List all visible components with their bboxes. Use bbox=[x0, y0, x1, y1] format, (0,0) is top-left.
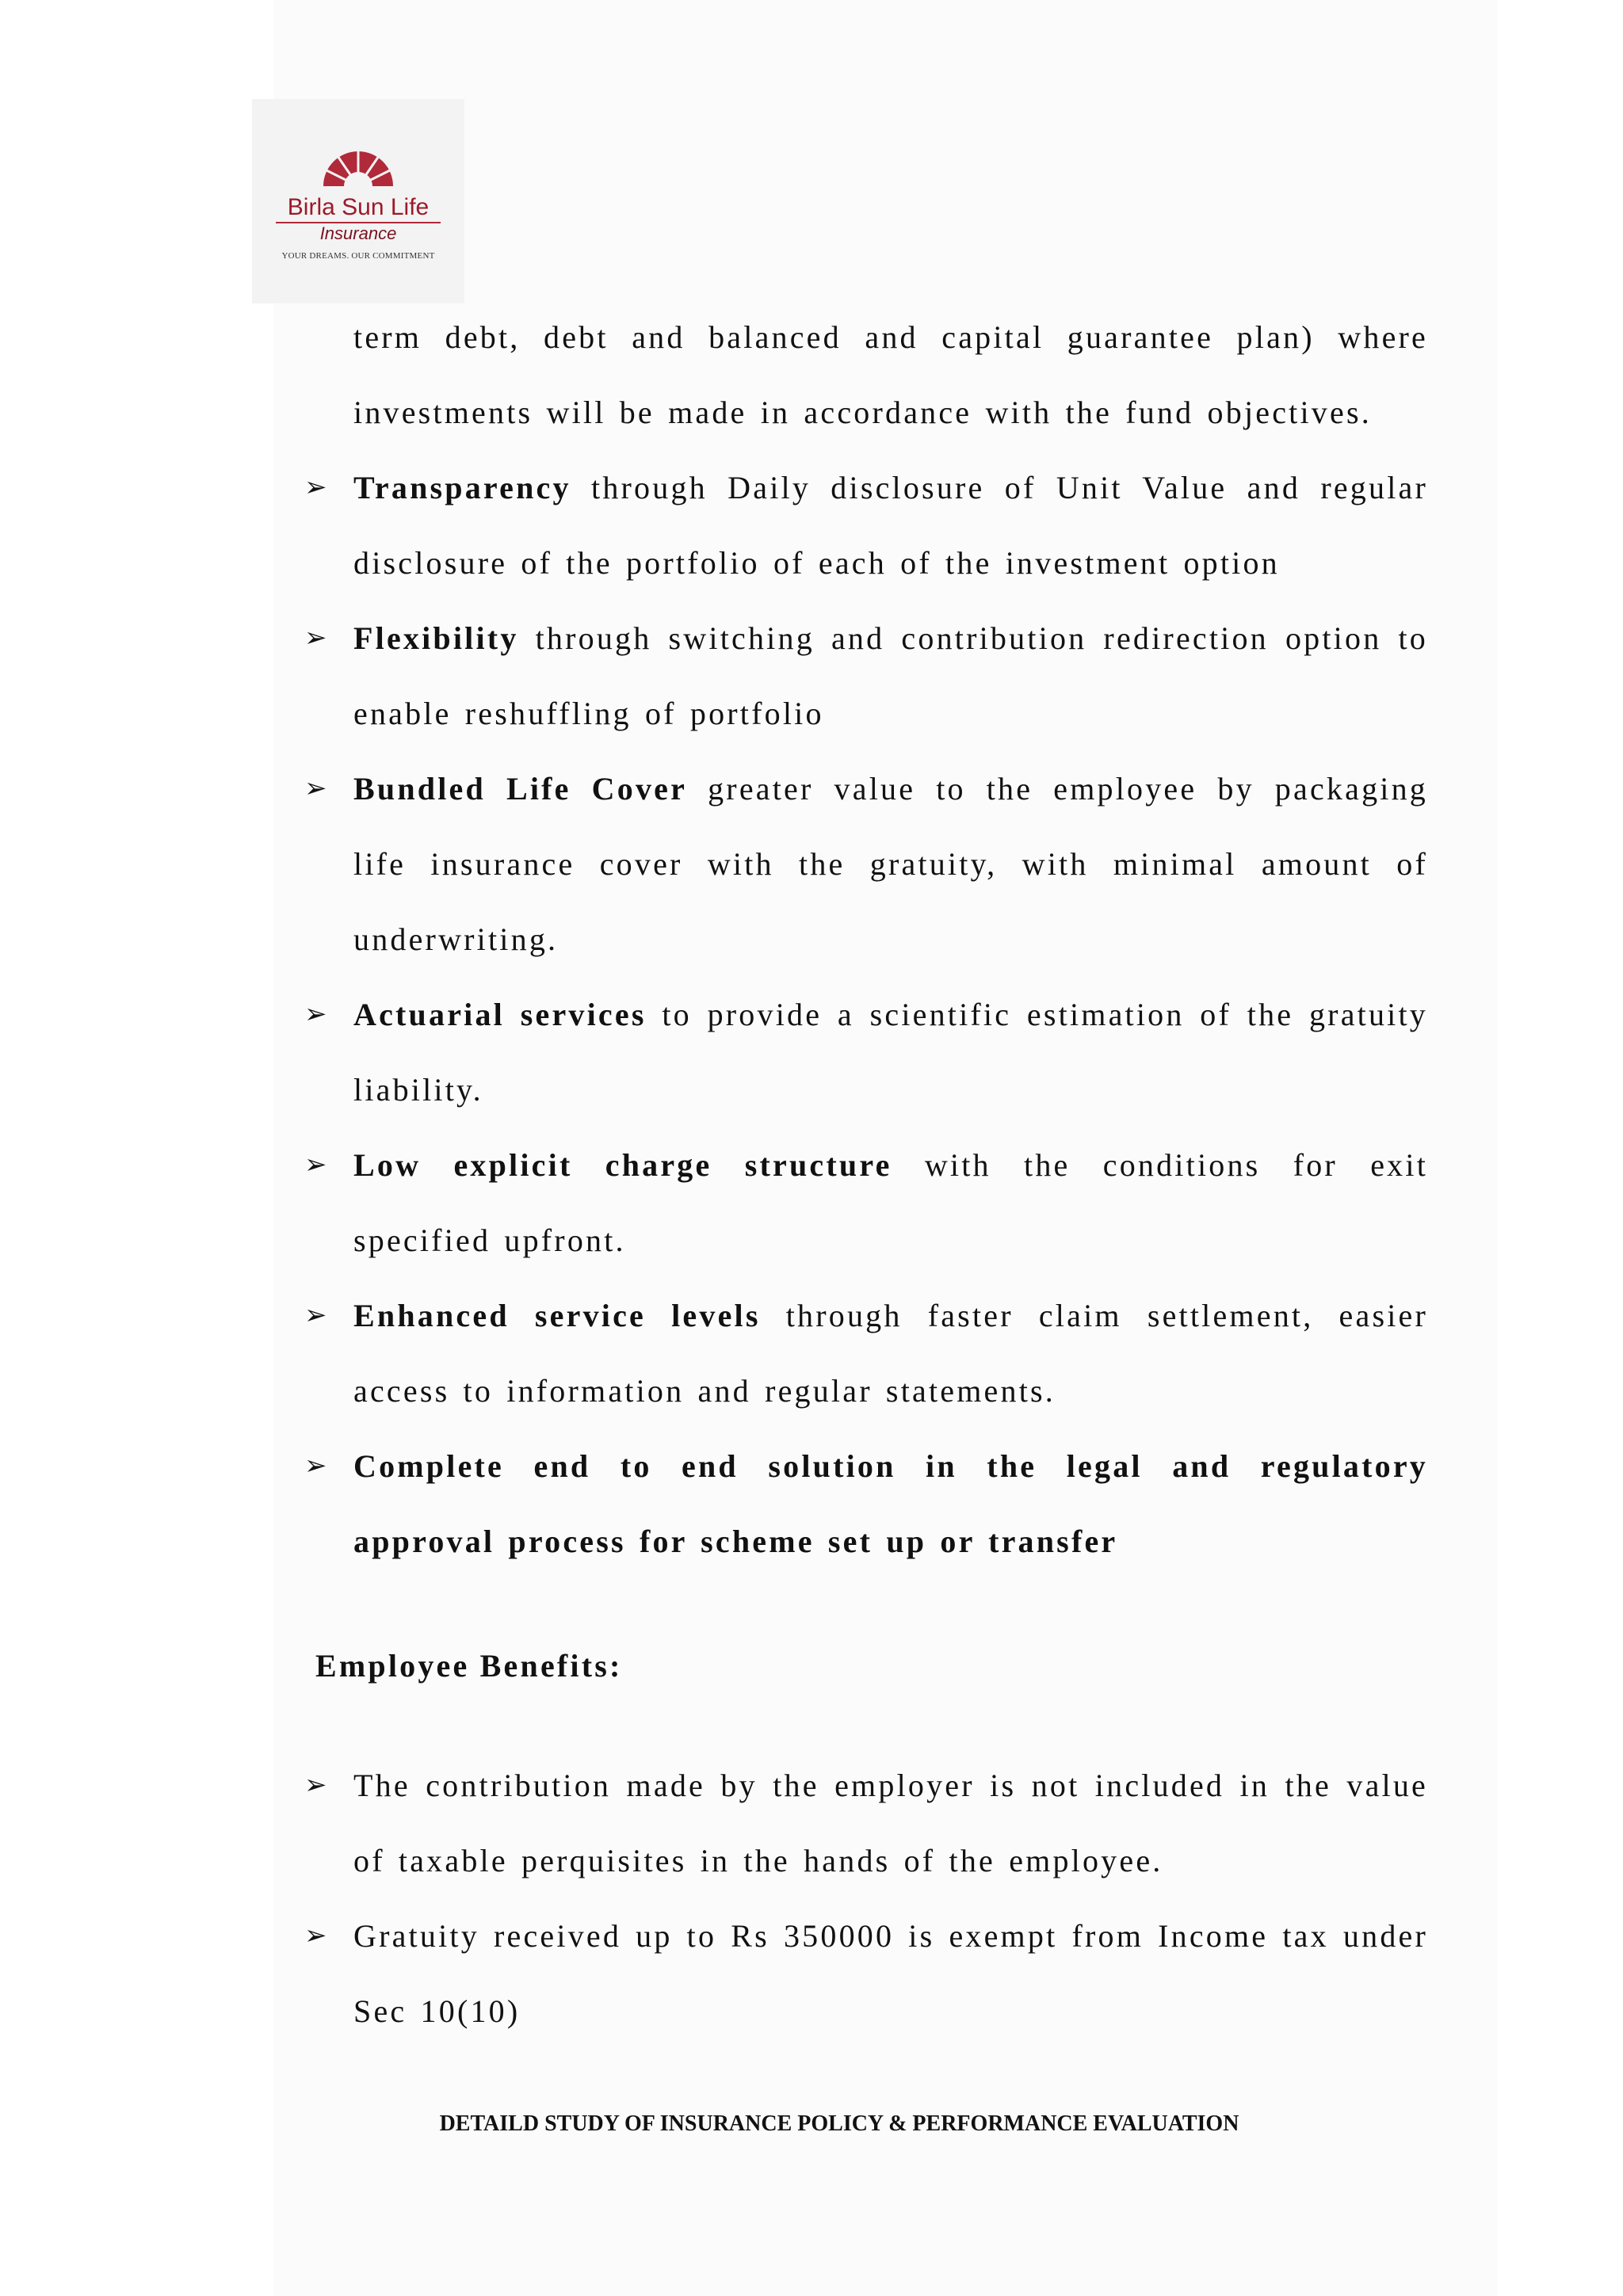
intro-line-1: term debt, debt and balanced and capital guarantee plan) where bbox=[353, 319, 1428, 355]
benefit-text-cont: Sec 10(10) bbox=[353, 1993, 521, 2029]
benefit-text: Gratuity received up to Rs 350000 is exempt from Income tax under bbox=[353, 1918, 1428, 1954]
feature-title: Bundled Life Cover bbox=[353, 771, 688, 807]
feature-title: Enhanced service levels bbox=[353, 1298, 761, 1333]
logo-subtitle: Insurance bbox=[319, 223, 397, 243]
benefit-item bbox=[304, 1898, 1428, 2049]
logo-tagline: YOUR DREAMS. OUR COMMITMENT bbox=[281, 251, 435, 261]
page-footer: DETAILD STUDY OF INSURANCE POLICY & PERFORMANCE EVALUATION bbox=[439, 2111, 1239, 2136]
arrow-bullet-icon: ➢ bbox=[304, 622, 327, 654]
feature-text-cont: specified upfront. bbox=[353, 1222, 626, 1258]
feature-item-enhanced-service bbox=[304, 1278, 1428, 1428]
feature-text: with the conditions for exit bbox=[892, 1147, 1429, 1183]
feature-text-cont: enable reshuffling of portfolio bbox=[353, 696, 824, 731]
feature-item-bundled-life-cover bbox=[304, 751, 1428, 977]
feature-text-cont: life insurance cover with the gratuity, with minimal amount of bbox=[353, 846, 1428, 882]
feature-title: Flexibility bbox=[353, 620, 519, 656]
benefit-text-cont: of taxable perquisites in the hands of the employee. bbox=[353, 1843, 1163, 1878]
arrow-bullet-icon: ➢ bbox=[304, 1920, 327, 1951]
feature-text: through switching and contribution redirection option to bbox=[518, 620, 1428, 656]
feature-title: Low explicit charge structure bbox=[353, 1147, 892, 1183]
arrow-bullet-icon: ➢ bbox=[304, 1299, 327, 1331]
feature-item-transparency bbox=[304, 450, 1428, 601]
feature-text-cont: approval process for scheme set up or transfer bbox=[353, 1524, 1118, 1559]
feature-text-cont: access to information and regular statements. bbox=[353, 1373, 1056, 1409]
arrow-bullet-icon: ➢ bbox=[304, 1769, 327, 1801]
arrow-bullet-icon: ➢ bbox=[304, 772, 327, 804]
arrow-bullet-icon: ➢ bbox=[304, 998, 327, 1030]
feature-item-end-to-end-solution bbox=[304, 1428, 1428, 1579]
arrow-bullet-icon: ➢ bbox=[304, 1450, 327, 1482]
logo-brand-name: Birla Sun Life bbox=[287, 194, 430, 220]
arrow-bullet-icon: ➢ bbox=[304, 1149, 327, 1180]
section-heading-employee-benefits: Employee Benefits: bbox=[315, 1648, 623, 1684]
feature-item-actuarial-services bbox=[304, 977, 1428, 1127]
feature-title: Actuarial services bbox=[353, 997, 647, 1032]
feature-title: Complete end to end solution in the legal and regulatory bbox=[353, 1448, 1428, 1484]
feature-text: to provide a scientific estimation of the gratuity bbox=[646, 997, 1428, 1032]
feature-item-flexibility bbox=[304, 601, 1428, 751]
intro-line-2: investments will be made in accordance with the fund objectives. bbox=[353, 395, 1372, 430]
feature-text: greater value to the employee by packaging bbox=[687, 771, 1428, 807]
feature-text-cont: liability. bbox=[353, 1072, 483, 1108]
feature-text-cont: disclosure of the portfolio of each of the investment option bbox=[353, 545, 1280, 581]
feature-text: through faster claim settlement, easier bbox=[760, 1298, 1428, 1333]
arrow-bullet-icon: ➢ bbox=[304, 471, 327, 503]
employee-benefits-list bbox=[304, 1748, 1428, 2049]
feature-title: Transparency bbox=[353, 470, 571, 505]
benefit-item bbox=[304, 1748, 1428, 1898]
feature-item-low-charge-structure bbox=[304, 1127, 1429, 1278]
company-logo bbox=[252, 99, 464, 303]
benefit-text: The contribution made by the employer is not included in the value bbox=[353, 1768, 1428, 1803]
sun-logo-icon bbox=[301, 140, 415, 196]
feature-text-cont: underwriting. bbox=[353, 921, 559, 957]
feature-text: through Daily disclosure of Unit Value and regular bbox=[571, 470, 1428, 505]
feature-list bbox=[304, 299, 1429, 1579]
